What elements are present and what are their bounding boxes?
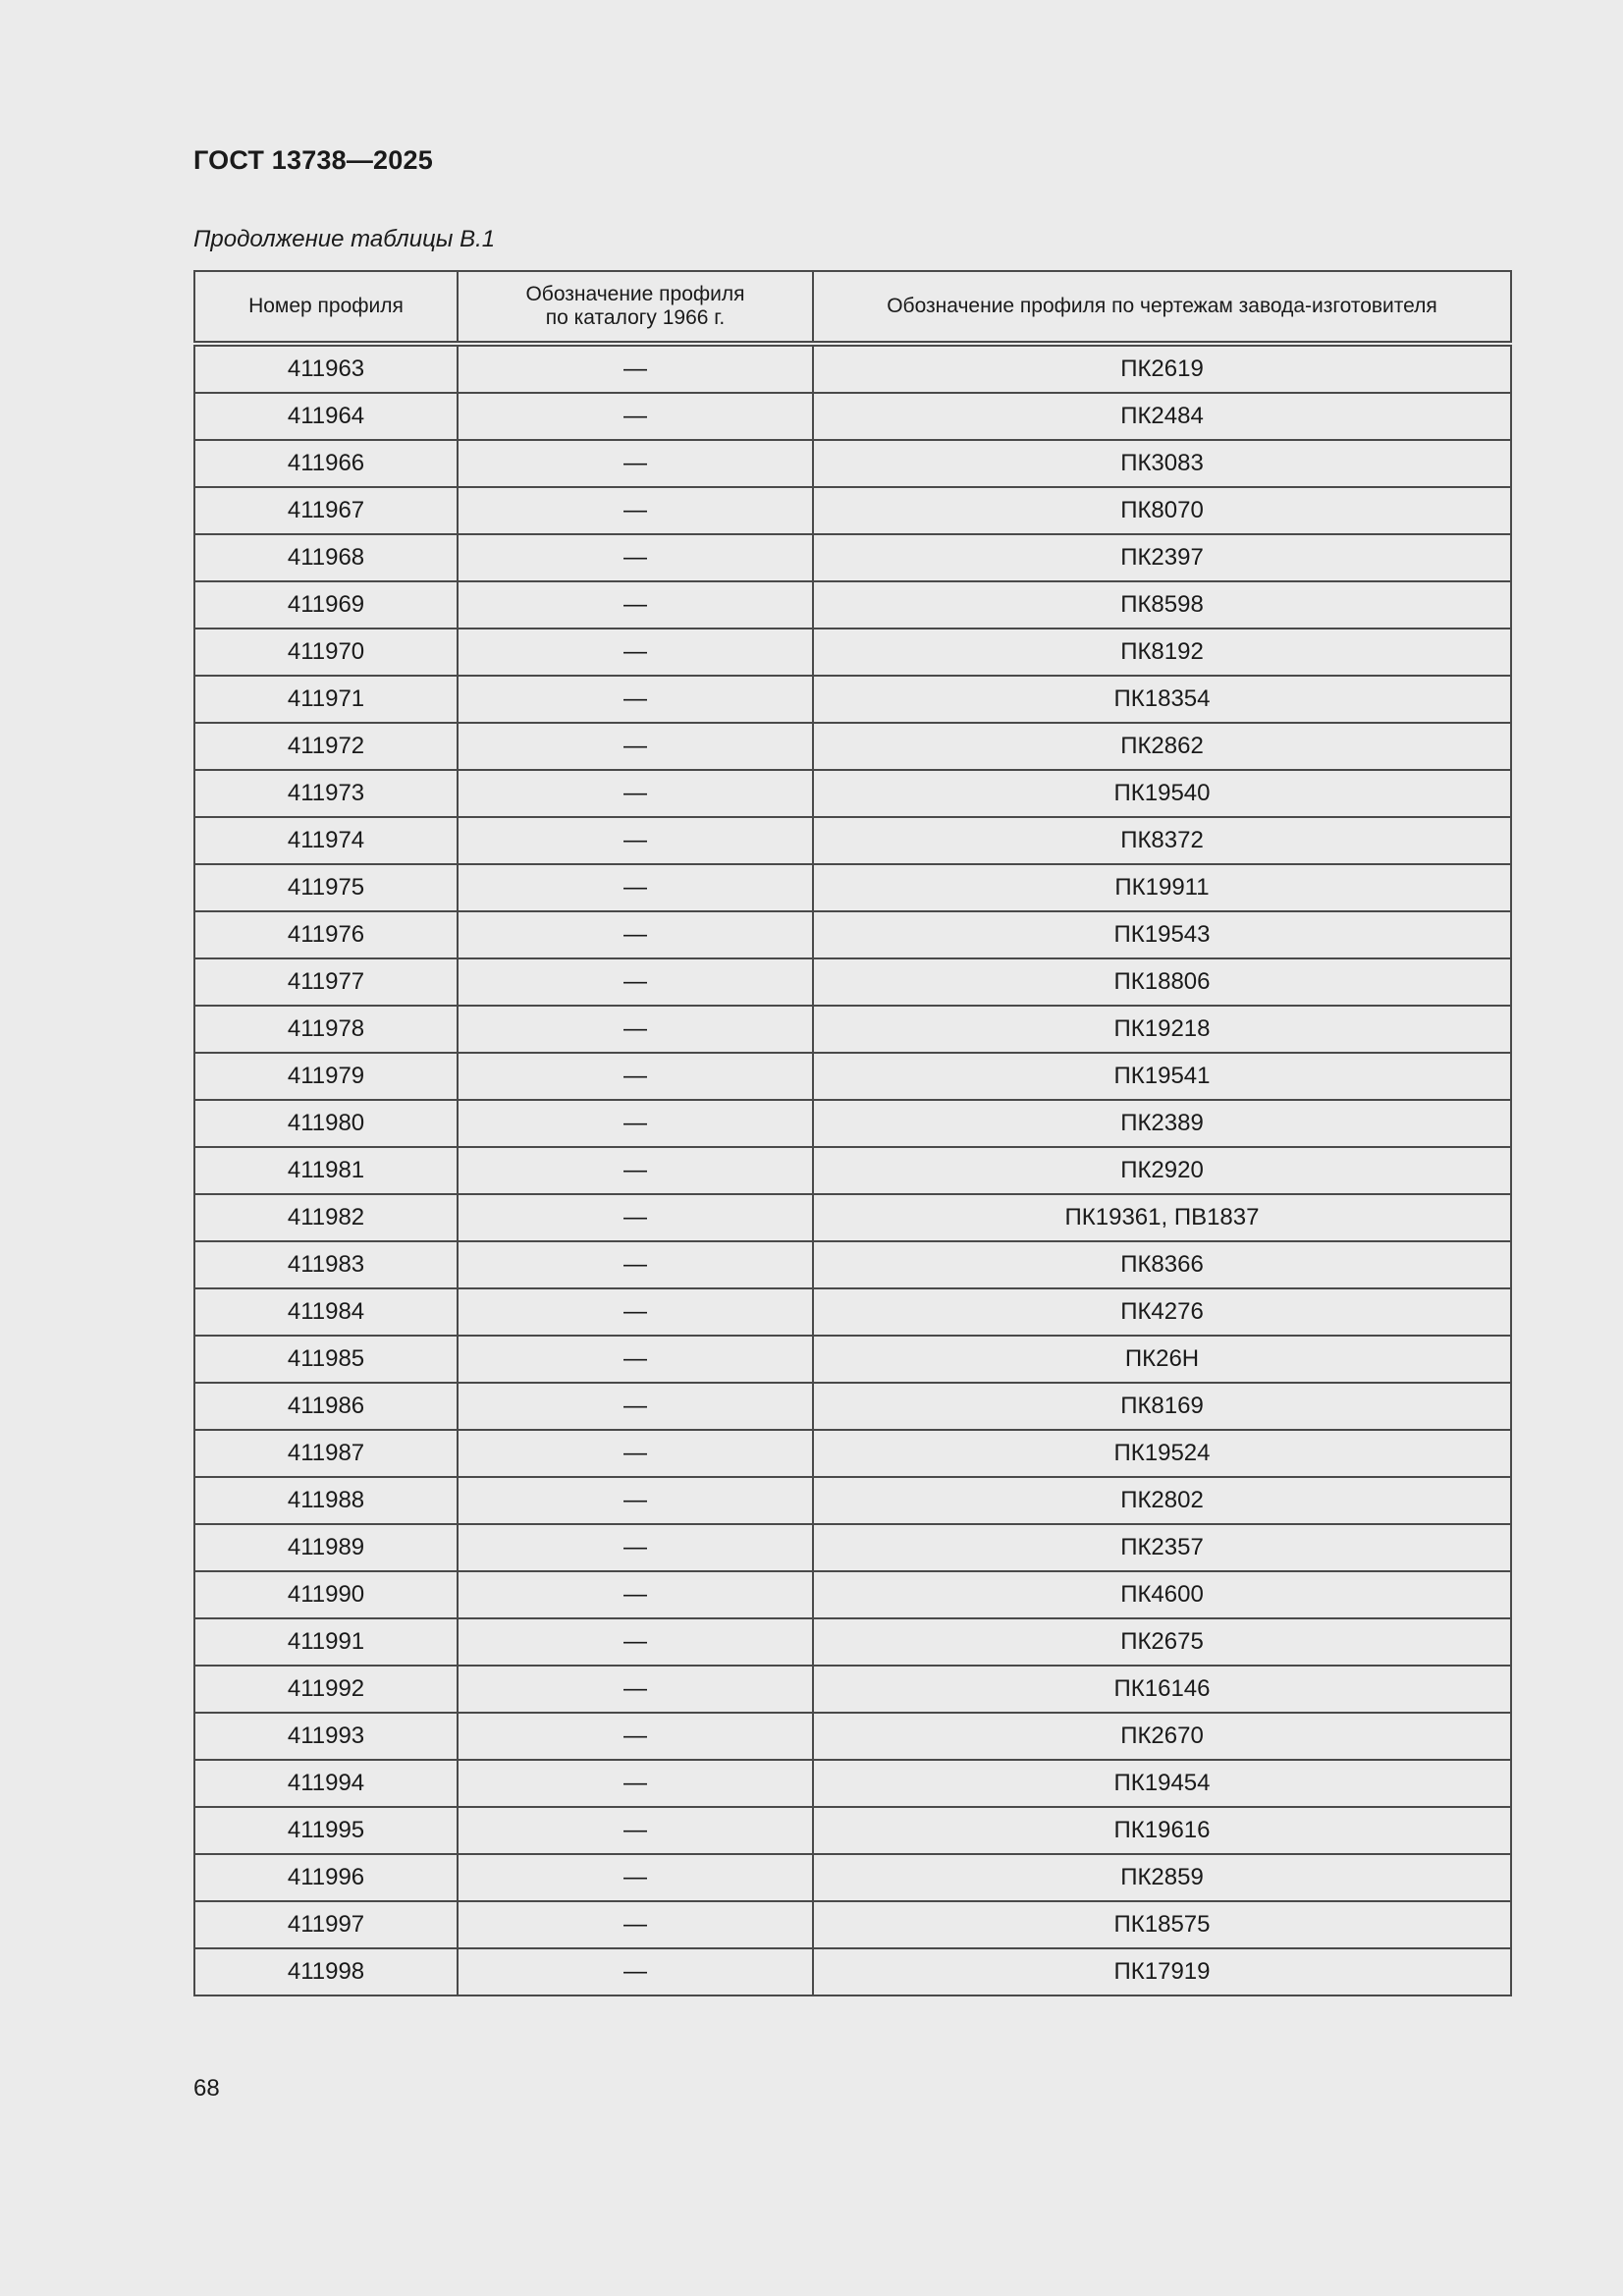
cell-catalog-1966: — bbox=[458, 344, 813, 393]
table-row bbox=[194, 344, 1511, 393]
column-header-catalog-1966 bbox=[458, 271, 813, 344]
cell-catalog-1966: — bbox=[458, 1760, 813, 1807]
table-row bbox=[194, 1336, 1511, 1383]
cell-profile-number: 411988 bbox=[194, 1477, 458, 1524]
cell-manufacturer-drawing: ПК16146 bbox=[813, 1666, 1511, 1713]
table-row bbox=[194, 1571, 1511, 1618]
cell-catalog-1966: — bbox=[458, 1948, 813, 1995]
table-row bbox=[194, 534, 1511, 581]
cell-profile-number: 411967 bbox=[194, 487, 458, 534]
table-row bbox=[194, 1288, 1511, 1336]
cell-manufacturer-drawing: ПК19454 bbox=[813, 1760, 1511, 1807]
table-row bbox=[194, 629, 1511, 676]
cell-profile-number: 411977 bbox=[194, 958, 458, 1006]
cell-manufacturer-drawing: ПК4600 bbox=[813, 1571, 1511, 1618]
table-row bbox=[194, 1430, 1511, 1477]
cell-manufacturer-drawing: ПК2389 bbox=[813, 1100, 1511, 1147]
cell-manufacturer-drawing: ПК26Н bbox=[813, 1336, 1511, 1383]
cell-catalog-1966: — bbox=[458, 1807, 813, 1854]
cell-catalog-1966: — bbox=[458, 1053, 813, 1100]
cell-manufacturer-drawing: ПК2859 bbox=[813, 1854, 1511, 1901]
cell-profile-number: 411968 bbox=[194, 534, 458, 581]
cell-manufacturer-drawing: ПК2670 bbox=[813, 1713, 1511, 1760]
cell-manufacturer-drawing: ПК2802 bbox=[813, 1477, 1511, 1524]
cell-profile-number: 411985 bbox=[194, 1336, 458, 1383]
table-caption: Продолжение таблицы В.1 bbox=[193, 226, 496, 252]
cell-catalog-1966: — bbox=[458, 534, 813, 581]
column-header-manufacturer-drawing: Обозначение профиля по чертежам завода-изготовителя bbox=[813, 271, 1511, 344]
cell-catalog-1966: — bbox=[458, 864, 813, 911]
cell-catalog-1966: — bbox=[458, 1477, 813, 1524]
table-row bbox=[194, 1901, 1511, 1948]
cell-profile-number: 411991 bbox=[194, 1618, 458, 1666]
table-row bbox=[194, 1854, 1511, 1901]
table-row bbox=[194, 864, 1511, 911]
cell-profile-number: 411974 bbox=[194, 817, 458, 864]
cell-profile-number: 411976 bbox=[194, 911, 458, 958]
cell-manufacturer-drawing: ПК2619 bbox=[813, 344, 1511, 393]
profile-table bbox=[193, 270, 1512, 1996]
cell-profile-number: 411970 bbox=[194, 629, 458, 676]
cell-catalog-1966: — bbox=[458, 1147, 813, 1194]
cell-profile-number: 411987 bbox=[194, 1430, 458, 1477]
cell-catalog-1966: — bbox=[458, 1618, 813, 1666]
table-row bbox=[194, 911, 1511, 958]
cell-manufacturer-drawing: ПК18575 bbox=[813, 1901, 1511, 1948]
cell-catalog-1966: — bbox=[458, 817, 813, 864]
cell-manufacturer-drawing: ПК2675 bbox=[813, 1618, 1511, 1666]
column-header-catalog-1966-text: Обозначение профиля по каталогу 1966 г. bbox=[525, 283, 745, 329]
cell-profile-number: 411997 bbox=[194, 1901, 458, 1948]
cell-manufacturer-drawing: ПК8192 bbox=[813, 629, 1511, 676]
cell-profile-number: 411993 bbox=[194, 1713, 458, 1760]
table-body bbox=[194, 344, 1511, 1995]
table-row bbox=[194, 958, 1511, 1006]
table-row bbox=[194, 676, 1511, 723]
cell-profile-number: 411994 bbox=[194, 1760, 458, 1807]
cell-manufacturer-drawing: ПК2920 bbox=[813, 1147, 1511, 1194]
table-row bbox=[194, 817, 1511, 864]
cell-manufacturer-drawing: ПК8070 bbox=[813, 487, 1511, 534]
table-row bbox=[194, 1666, 1511, 1713]
cell-manufacturer-drawing: ПК19218 bbox=[813, 1006, 1511, 1053]
cell-manufacturer-drawing: ПК19361, ПВ1837 bbox=[813, 1194, 1511, 1241]
table-row bbox=[194, 581, 1511, 629]
table-row bbox=[194, 1948, 1511, 1995]
page-number: 68 bbox=[193, 2075, 220, 2102]
cell-catalog-1966: — bbox=[458, 1666, 813, 1713]
cell-profile-number: 411964 bbox=[194, 393, 458, 440]
cell-catalog-1966: — bbox=[458, 1571, 813, 1618]
cell-manufacturer-drawing: ПК18806 bbox=[813, 958, 1511, 1006]
cell-manufacturer-drawing: ПК4276 bbox=[813, 1288, 1511, 1336]
cell-catalog-1966: — bbox=[458, 1006, 813, 1053]
cell-catalog-1966: — bbox=[458, 1524, 813, 1571]
table-header-row bbox=[194, 271, 1511, 344]
cell-profile-number: 411971 bbox=[194, 676, 458, 723]
table-row bbox=[194, 1100, 1511, 1147]
cell-manufacturer-drawing: ПК19616 bbox=[813, 1807, 1511, 1854]
table-row bbox=[194, 393, 1511, 440]
cell-catalog-1966: — bbox=[458, 1100, 813, 1147]
cell-profile-number: 411978 bbox=[194, 1006, 458, 1053]
table-row bbox=[194, 1618, 1511, 1666]
table-row bbox=[194, 1147, 1511, 1194]
cell-manufacturer-drawing: ПК19540 bbox=[813, 770, 1511, 817]
cell-catalog-1966: — bbox=[458, 440, 813, 487]
cell-profile-number: 411972 bbox=[194, 723, 458, 770]
cell-profile-number: 411979 bbox=[194, 1053, 458, 1100]
cell-profile-number: 411963 bbox=[194, 344, 458, 393]
cell-manufacturer-drawing: ПК3083 bbox=[813, 440, 1511, 487]
table-row bbox=[194, 1477, 1511, 1524]
table-row bbox=[194, 1241, 1511, 1288]
cell-manufacturer-drawing: ПК2484 bbox=[813, 393, 1511, 440]
cell-manufacturer-drawing: ПК18354 bbox=[813, 676, 1511, 723]
cell-catalog-1966: — bbox=[458, 629, 813, 676]
table-row bbox=[194, 440, 1511, 487]
cell-profile-number: 411990 bbox=[194, 1571, 458, 1618]
cell-catalog-1966: — bbox=[458, 1901, 813, 1948]
cell-profile-number: 411996 bbox=[194, 1854, 458, 1901]
cell-profile-number: 411983 bbox=[194, 1241, 458, 1288]
cell-catalog-1966: — bbox=[458, 911, 813, 958]
cell-profile-number: 411981 bbox=[194, 1147, 458, 1194]
cell-manufacturer-drawing: ПК2397 bbox=[813, 534, 1511, 581]
table-row bbox=[194, 1194, 1511, 1241]
cell-catalog-1966: — bbox=[458, 1288, 813, 1336]
cell-catalog-1966: — bbox=[458, 1854, 813, 1901]
cell-manufacturer-drawing: ПК2357 bbox=[813, 1524, 1511, 1571]
table-row bbox=[194, 770, 1511, 817]
table-row bbox=[194, 1713, 1511, 1760]
cell-catalog-1966: — bbox=[458, 393, 813, 440]
cell-manufacturer-drawing: ПК8598 bbox=[813, 581, 1511, 629]
cell-manufacturer-drawing: ПК19541 bbox=[813, 1053, 1511, 1100]
cell-catalog-1966: — bbox=[458, 1430, 813, 1477]
document-title: ГОСТ 13738—2025 bbox=[193, 145, 433, 175]
cell-catalog-1966: — bbox=[458, 770, 813, 817]
cell-profile-number: 411973 bbox=[194, 770, 458, 817]
cell-catalog-1966: — bbox=[458, 581, 813, 629]
table-row bbox=[194, 1760, 1511, 1807]
cell-manufacturer-drawing: ПК19543 bbox=[813, 911, 1511, 958]
cell-profile-number: 411980 bbox=[194, 1100, 458, 1147]
cell-profile-number: 411984 bbox=[194, 1288, 458, 1336]
cell-catalog-1966: — bbox=[458, 676, 813, 723]
cell-catalog-1966: — bbox=[458, 1241, 813, 1288]
cell-catalog-1966: — bbox=[458, 487, 813, 534]
cell-profile-number: 411998 bbox=[194, 1948, 458, 1995]
table-row bbox=[194, 1807, 1511, 1854]
cell-manufacturer-drawing: ПК8372 bbox=[813, 817, 1511, 864]
cell-profile-number: 411989 bbox=[194, 1524, 458, 1571]
cell-manufacturer-drawing: ПК2862 bbox=[813, 723, 1511, 770]
cell-catalog-1966: — bbox=[458, 1194, 813, 1241]
cell-profile-number: 411969 bbox=[194, 581, 458, 629]
profile-table-container bbox=[193, 270, 1510, 1996]
cell-catalog-1966: — bbox=[458, 958, 813, 1006]
table-row bbox=[194, 1524, 1511, 1571]
cell-catalog-1966: — bbox=[458, 1713, 813, 1760]
cell-catalog-1966: — bbox=[458, 723, 813, 770]
table-row bbox=[194, 723, 1511, 770]
table-row bbox=[194, 1383, 1511, 1430]
table-row bbox=[194, 1006, 1511, 1053]
cell-profile-number: 411992 bbox=[194, 1666, 458, 1713]
cell-profile-number: 411995 bbox=[194, 1807, 458, 1854]
cell-manufacturer-drawing: ПК8366 bbox=[813, 1241, 1511, 1288]
cell-profile-number: 411966 bbox=[194, 440, 458, 487]
table-row bbox=[194, 487, 1511, 534]
cell-manufacturer-drawing: ПК8169 bbox=[813, 1383, 1511, 1430]
cell-manufacturer-drawing: ПК19911 bbox=[813, 864, 1511, 911]
cell-profile-number: 411986 bbox=[194, 1383, 458, 1430]
cell-manufacturer-drawing: ПК17919 bbox=[813, 1948, 1511, 1995]
cell-profile-number: 411982 bbox=[194, 1194, 458, 1241]
cell-catalog-1966: — bbox=[458, 1383, 813, 1430]
cell-manufacturer-drawing: ПК19524 bbox=[813, 1430, 1511, 1477]
column-header-profile-number: Номер профиля bbox=[194, 271, 458, 344]
cell-profile-number: 411975 bbox=[194, 864, 458, 911]
table-row bbox=[194, 1053, 1511, 1100]
cell-catalog-1966: — bbox=[458, 1336, 813, 1383]
